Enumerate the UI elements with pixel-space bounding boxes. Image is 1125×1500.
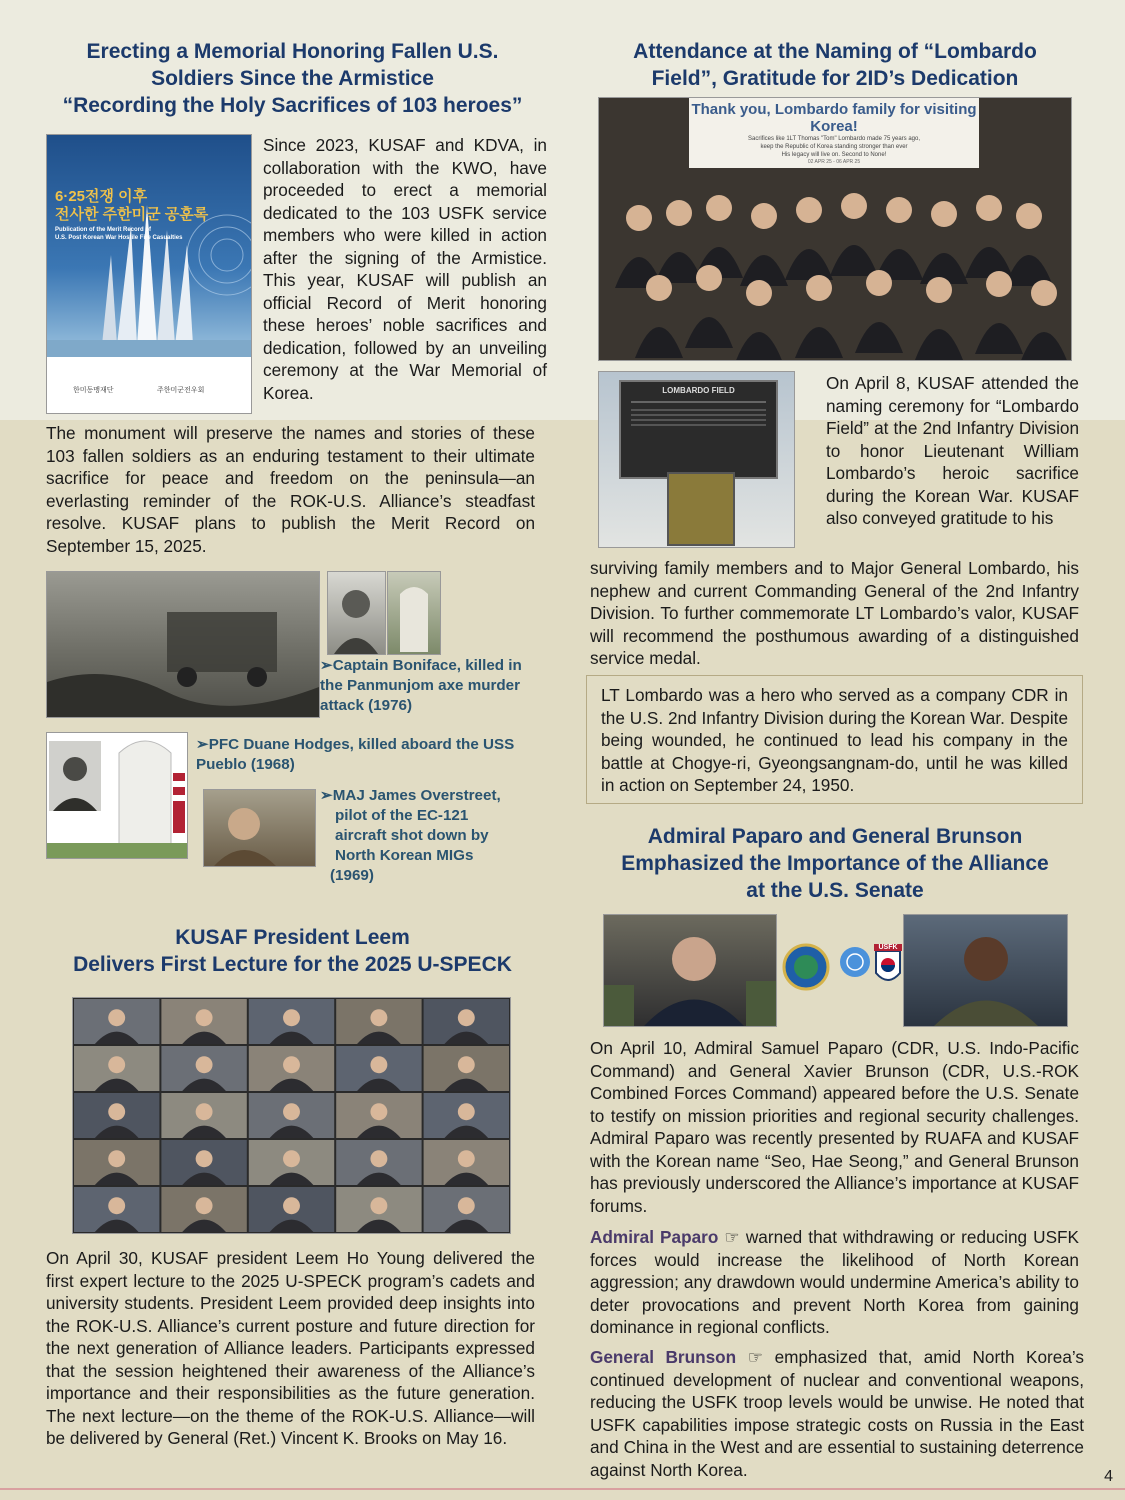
- lombardo-title: [590, 38, 1080, 92]
- participant-tile: [336, 999, 421, 1044]
- paparo-testimony-photo: [603, 914, 777, 1027]
- participant-tile: [424, 1093, 509, 1138]
- memorial-body-text: The monument will preserve the names and stories of these 103 fallen soldiers as an enduring testament to their ultimate sacrifice for peace and freedom on the peninsula—an everlasting reminder of the ROK-U.S. Alliance’s steadfast resolve. KUSAF plans to publish the Merit Record on September 15, 2025.: [46, 423, 535, 556]
- lombardo-field-plaque-photo: [598, 371, 795, 548]
- info-plaque: [667, 472, 735, 546]
- participant-tile: [336, 1093, 421, 1138]
- person-figure: [1020, 280, 1068, 360]
- online-lecture-screenshot: [72, 997, 511, 1234]
- caption-hodges-text: PFC Duane Hodges, killed aboard the USS Pueblo (1968): [196, 736, 515, 773]
- caption-overstreet-line4: North Korean MIGs: [335, 847, 474, 864]
- person-figure: [735, 280, 783, 360]
- lecture-title-line1: KUSAF President Leem: [175, 926, 410, 949]
- banner-subtext3: His legacy will live on. Second to None!: [781, 152, 887, 158]
- pointing-hand-icon: ☞: [724, 1227, 740, 1247]
- participant-tile: [424, 999, 509, 1044]
- participant-tile: [336, 1140, 421, 1185]
- senate-title-line1: Admiral Paparo and General Brunson: [647, 825, 1023, 848]
- banner-subtext2: keep the Republic of Korea standing stronger than ever: [760, 144, 908, 150]
- memorial-tower-illustration: [47, 135, 251, 357]
- paparo-statement: [590, 1226, 1079, 1339]
- person-figure: [785, 197, 833, 280]
- person-figure: [855, 270, 903, 353]
- cover-org2: 주한미군전우회: [157, 387, 205, 394]
- merit-record-cover-image: [46, 134, 252, 414]
- brunson-statement-text: emphasized that, amid North Korea’s continued development of nuclear and conventional weapons, reducing the USFK troop levels would be unwise. He noted that USFK capabilities impose strategic costs on Russia in the East and China in the West and are essential to sustaining deterrence against North Korea.: [590, 1347, 1084, 1480]
- person-figure: [920, 201, 968, 284]
- memorial-title-line3: “Recording the Holy Sacrifices of 103 heroes”: [62, 94, 523, 117]
- participant-tile: [249, 1046, 334, 1091]
- lecture-title-line2: Delivers First Lecture for the 2025 U-SPECK: [73, 953, 512, 976]
- participant-tile: [74, 1187, 159, 1232]
- participant-tile: [74, 1093, 159, 1138]
- hodges-photos: [46, 732, 188, 859]
- panmunjom-incident-photo: [46, 571, 320, 718]
- participant-tile: [249, 1187, 334, 1232]
- person-figure: [695, 195, 743, 278]
- banner-dates: 02 APR 25 - 06 APR 25: [807, 159, 861, 165]
- cover-korean-title2: 전사한 주한미군 공훈록: [55, 206, 209, 223]
- participant-tile: [74, 1046, 159, 1091]
- participant-tile: [74, 999, 159, 1044]
- person-figure: [655, 200, 703, 283]
- caption-overstreet-line2: pilot of the EC-121: [335, 807, 469, 824]
- banner-text: Thank you, Lombardo family for visiting Korea!: [691, 101, 977, 135]
- cover-korean-title1: 6·25전쟁 이후: [55, 188, 148, 205]
- senate-title-line3: at the U.S. Senate: [746, 879, 924, 902]
- video-call-grid: [73, 998, 510, 1233]
- participant-tile: [336, 1187, 421, 1232]
- lombardo-title-line2: Field”, Gratitude for 2ID’s Dedication: [651, 67, 1019, 90]
- usfk-emblem-icon: [874, 944, 902, 990]
- person-figure: [740, 203, 788, 286]
- memorial-intro-text: Since 2023, KUSAF and KDVA, in collaboration with the KWO, have proceeded to erect a memorial dedicated to the 103 USFK service members who were killed in action after the signing of the Armistice. This year, KUSAF will publish an official Record of Merit honoring these heroes’ noble sacrifices and dedication, followed by an unveiling ceremony at the War Memorial of Korea.: [263, 135, 547, 403]
- lombardo-group-photo: [598, 97, 1072, 361]
- plaque-title: LOMBARDO FIELD: [662, 386, 735, 395]
- person-figure: [1005, 203, 1053, 286]
- banner-subtext1: Sacrifices like 1LT Thomas "Tom" Lombardo made 75 years ago,: [747, 136, 920, 142]
- brunson-label: General Brunson: [590, 1347, 737, 1367]
- memorial-title-line1: Erecting a Memorial Honoring Fallen U.S.: [86, 40, 499, 63]
- caption-hodges: [196, 735, 536, 775]
- caption-overstreet-line1: MAJ James Overstreet,: [332, 787, 501, 804]
- caption-bullet-icon: ➢: [196, 736, 209, 753]
- participant-tile: [74, 1140, 159, 1185]
- lombardo-info-box: [586, 675, 1083, 804]
- lombardo-title-line1: Attendance at the Naming of “Lombardo: [633, 40, 1037, 63]
- participant-tile: [161, 1046, 246, 1091]
- participant-tile: [161, 1093, 246, 1138]
- cover-org1: 한미동맹재단: [73, 387, 114, 394]
- person-figure: [875, 197, 923, 280]
- boniface-grave-photo: [387, 571, 441, 655]
- participant-tile: [161, 1187, 246, 1232]
- caption-overstreet-line3: aircraft shot down by: [335, 827, 489, 844]
- lombardo-box-text: LT Lombardo was a hero who served as a company CDR in the U.S. 2nd Infantry Division during the Korean War. Despite being wounded, he continued to lead his company in the battle at Chogye-ri, Gyeongsangnam-do, until he was killed in action on September 24, 1950.: [601, 685, 1068, 795]
- senate-title: [590, 823, 1080, 904]
- boniface-portrait-photo: [327, 571, 386, 655]
- participant-tile: [161, 999, 246, 1044]
- participant-tile: [424, 1140, 509, 1185]
- cover-english2: U.S. Post Korean War Hostile Fire Casualties: [55, 235, 183, 241]
- caption-bullet-icon: ➢: [320, 657, 333, 674]
- caption-bullet-icon: ➢: [320, 787, 333, 804]
- person-figure: [965, 195, 1013, 278]
- person-figure: [795, 275, 843, 358]
- paparo-statement-text: warned that withdrawing or reducing USFK forces would increase the likelihood of North Korean aggression; any drawdown would undermine America’s ability to deter provocations and prevent North Korea from gaining dominance in regional conflicts.: [590, 1227, 1079, 1337]
- participant-tile: [336, 1046, 421, 1091]
- caption-overstreet-line5: (1969): [330, 867, 374, 884]
- caption-boniface: [320, 656, 535, 716]
- caption-boniface-text: Captain Boniface, killed in the Panmunjom axe murder attack (1976): [320, 657, 522, 714]
- pointing-hand-icon: ☞: [747, 1347, 764, 1367]
- overstreet-photo: [203, 789, 316, 867]
- caption-overstreet: [320, 786, 535, 886]
- brunson-testimony-photo: [903, 914, 1068, 1027]
- un-command-emblem-icon: [838, 945, 872, 979]
- participant-tile: [161, 1140, 246, 1185]
- senate-title-line2: Emphasized the Importance of the Alliance: [621, 852, 1049, 875]
- usfk-logo-text: USFK: [874, 944, 902, 951]
- group-of-people-illustration: [599, 98, 1071, 360]
- participant-tile: [249, 1140, 334, 1185]
- person-figure: [830, 193, 878, 276]
- participant-tile: [424, 1187, 509, 1232]
- lecture-body-text: On April 30, KUSAF president Leem Ho Young delivered the first expert lecture to the 2025 U-SPECK program’s cadets and university students. President Leem provided deep insights into the ROK-U.S. Alliance’s current posture and future direction for the next generation of Alliance leaders. Participants expressed that the session heightened their awareness of the Alliance’s importance and their responsibilities as the future generation. The next lecture—on the theme of the ROK-U.S. Alliance—will be delivered by General (Ret.) Vincent K. Brooks on May 16.: [46, 1248, 535, 1448]
- memorial-title-line2: Soldiers Since the Armistice: [151, 67, 434, 90]
- memorial-title: [40, 38, 545, 119]
- participant-tile: [249, 1093, 334, 1138]
- brunson-statement: [590, 1346, 1084, 1481]
- page-number: 4: [1104, 1468, 1113, 1485]
- indopacom-seal-icon: [782, 943, 830, 991]
- participant-tile: [249, 999, 334, 1044]
- lombardo-body-bottom-text: surviving family members and to Major General Lombardo, his nephew and current Commanding General of the 2nd Infantry Division. To further commemorate LT Lombardo’s valor, KUSAF will recommend the posthumous awarding of a distinguished service medal.: [590, 558, 1079, 668]
- lecture-title: [40, 924, 545, 978]
- person-figure: [915, 277, 963, 360]
- cover-english1: Publication of the Merit Record of: [55, 227, 152, 233]
- senate-body-text: On April 10, Admiral Samuel Paparo (CDR, U.S. Indo-Pacific Command) and General Xavier Brunson (CDR, U.S.-ROK Combined Forces Command) appeared before the U.S. Senate to testify on mission priorities and regional security challenges. Admiral Paparo was recently presented by RUAFA and KUSAF with the Korean name “Seo, Hae Seong,” and General Brunson has previously underscored the Alliance’s importance at KUSAF forums.: [590, 1038, 1079, 1216]
- plaque: [619, 380, 778, 479]
- footer-rule: [0, 1488, 1125, 1490]
- participant-tile: [424, 1046, 509, 1091]
- lombardo-body-top-text: On April 8, KUSAF attended the naming ceremony for “Lombardo Field” at the 2nd Infantry Division to honor Lieutenant William Lombardo’s heroic sacrifice during the Korean War. KUSAF also conveyed gratitude to his: [826, 373, 1079, 528]
- paparo-label: Admiral Paparo: [590, 1227, 719, 1247]
